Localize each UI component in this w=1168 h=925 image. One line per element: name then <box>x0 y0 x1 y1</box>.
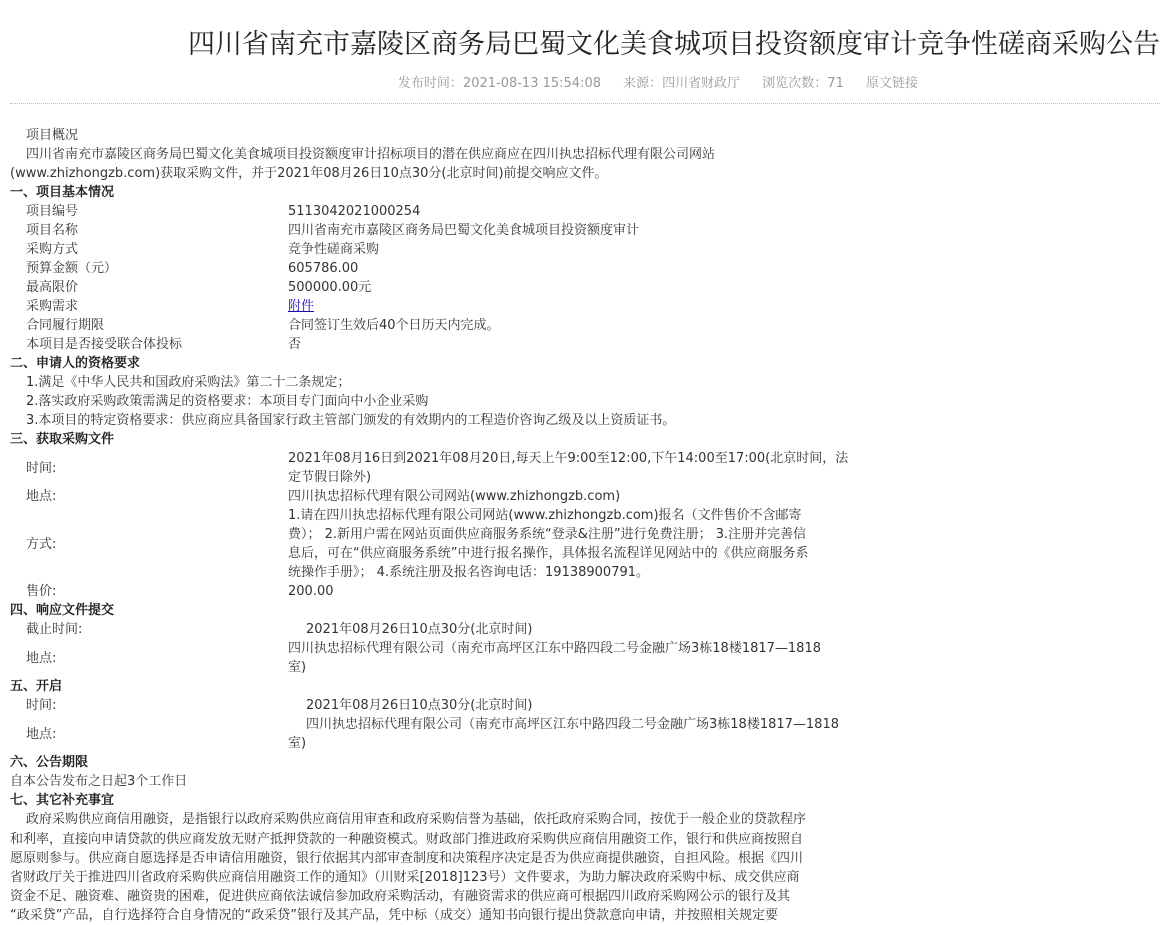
row-value-line: 2021年08月16日到2021年08月20日,每天上午9:00至12:00,下午14:00至17:00(北京时间，法 <box>288 451 849 466</box>
row-key: 方式: <box>26 536 57 552</box>
open-time-row <box>10 696 880 715</box>
section-1-heading: 一、项目基本情况 <box>10 185 115 200</box>
deadline-row <box>10 620 880 639</box>
row-value-line: 四川执忠招标代理有限公司（南充市高坪区江东中路四段二号金融广场3栋18楼1817—1818 <box>306 717 839 732</box>
page-title: 四川省南充市嘉陵区商务局巴蜀文化美食城项目投资额度审计竞争性磋商采购公告 <box>188 29 1160 60</box>
row-value: 2021年08月26日10点30分(北京时间) <box>306 622 533 637</box>
row-key: 时间: <box>26 698 57 713</box>
info-row <box>10 202 880 221</box>
row-value: 5113042021000254 <box>288 204 421 219</box>
row-key: 时间: <box>26 460 57 476</box>
publish-time: 发布时间：2021-08-13 15:54:08 <box>397 76 601 91</box>
row-value: 合同签订生效后40个日历天内完成。 <box>288 318 500 333</box>
overview-text-2: (www.zhizhongzb.com)获取采购文件，并于2021年08月26日10点30分(北京时间)前提交响应文件。 <box>10 166 608 181</box>
row-key: 最高限价 <box>26 280 79 295</box>
overview-text-1: 四川省南充市嘉陵区商务局巴蜀文化美食城项目投资额度审计招标项目的潜在供应商应在四川执忠招标代理有限公司网站 <box>26 147 716 162</box>
paragraph-line: 愿原则参与。供应商自愿选择是否申请信用融资，银行依据其内部审查制度和决策程序决定是否为供应商提供融资，自担风险。根据《四川 <box>10 850 804 866</box>
info-row <box>10 240 880 259</box>
notice-period-text: 自本公告发布之日起3个工作日 <box>10 774 188 789</box>
row-value: 四川省南充市嘉陵区商务局巴蜀文化美食城项目投资额度审计 <box>288 223 640 238</box>
section-3-heading: 三、获取采购文件 <box>10 432 115 447</box>
info-row <box>10 297 880 316</box>
row-value <box>288 715 880 753</box>
row-key: 预算金额（元） <box>26 261 118 276</box>
row-key: 地点: <box>26 726 57 742</box>
section-7-heading: 七、其它补充事宜 <box>10 793 115 808</box>
row-key: 地点: <box>26 650 57 666</box>
overview-heading: 项目概况 <box>26 128 79 143</box>
row-value-line: 四川执忠招标代理有限公司（南充市高坪区江东中路四段二号金融广场3栋18楼1817—1818 <box>288 641 821 656</box>
obtain-time-row <box>10 449 880 487</box>
row-value: 竞争性磋商采购 <box>288 242 380 257</box>
obtain-place-row <box>10 487 880 506</box>
attachment-link[interactable]: 附件 <box>288 299 315 314</box>
row-value <box>288 639 880 677</box>
section-2-heading: 二、申请人的资格要求 <box>10 356 141 371</box>
section-4-heading: 四、响应文件提交 <box>10 603 115 618</box>
row-value: 否 <box>288 337 302 352</box>
article-meta <box>0 72 918 91</box>
article-body <box>10 126 880 925</box>
row-value-line: 统操作手册》； 4.系统注册及报名咨询电话：19138900791。 <box>288 565 650 580</box>
submit-place-row <box>10 639 880 677</box>
paragraph-line: 省财政厅关于推进四川省政府采购供应商信用融资工作的通知》（川财采[2018]123号）文件要求，为助力解决政府采购中标、成交供应商 <box>10 869 800 885</box>
original-link[interactable]: 原文链接 <box>865 76 918 91</box>
info-row <box>10 278 880 297</box>
row-value-line: 室) <box>288 736 307 751</box>
qualification-item: 3.本项目的特定资格要求：供应商应具备国家行政主管部门颁发的有效期内的工程造价咨询乙级及以上资质证书。 <box>26 413 676 428</box>
view-count: 浏览次数：71 <box>762 76 844 91</box>
row-key: 合同履行期限 <box>26 318 105 333</box>
paragraph-line: 和利率，直接向申请贷款的供应商发放无财产抵押贷款的一种融资模式。财政部门推进政府采购供应商信用融资工作，银行和供应商按照自 <box>10 831 804 847</box>
paragraph-line: 资金不足、融资难、融资贵的困难，促进供应商依法诚信参加政府采购活动，有融资需求的供应商可根据四川政府采购网公示的银行及其 <box>10 888 791 904</box>
row-value: 四川执忠招标代理有限公司网站(www.zhizhongzb.com) <box>288 489 621 504</box>
row-value-line: 息后，可在“供应商服务系统”中进行报名操作，具体报名流程详见网站中的《供应商服务系 <box>288 546 809 561</box>
paragraph-line: 政府采购供应商信用融资，是指银行以政府采购供应商信用审查和政府采购信誉为基础，依托政府采购合同，按优于一般企业的贷款程序 <box>26 812 807 827</box>
obtain-method-row <box>10 506 880 582</box>
info-row <box>10 335 880 354</box>
qualification-item: 2.落实政府采购政策需满足的资格要求：本项目专门面向中小企业采购 <box>26 394 429 409</box>
row-key: 项目编号 <box>26 204 79 219</box>
row-key: 采购需求 <box>26 299 79 314</box>
row-key: 截止时间: <box>26 622 83 637</box>
section-5-heading: 五、开启 <box>10 679 63 694</box>
paragraph-line: “政采贷”产品，自行选择符合自身情况的“政采贷”银行及其产品，凭中标（成交）通知书向银行提出贷款意向申请，并按照相关规定要 <box>10 907 778 923</box>
row-value-line: 室) <box>288 660 307 675</box>
row-value: 500000.00元 <box>288 280 372 295</box>
row-key: 地点: <box>26 489 57 504</box>
row-key: 采购方式 <box>26 242 79 257</box>
row-value: 605786.00 <box>288 261 359 276</box>
row-value <box>288 449 880 487</box>
row-value-line: 1.请在四川执忠招标代理有限公司网站(www.zhizhongzb.com)报名（文件售价不含邮寄 <box>288 508 802 523</box>
price-row <box>10 582 880 601</box>
info-row <box>10 221 880 240</box>
row-value: 200.00 <box>288 584 334 599</box>
open-place-row <box>10 715 880 753</box>
row-key: 本项目是否接受联合体投标 <box>26 337 183 352</box>
row-value-line: 费）； 2.新用户需在网站页面供应商服务系统“登录&注册”进行免费注册； 3.注册并完善信 <box>288 527 807 542</box>
row-value-line: 定节假日除外) <box>288 470 372 485</box>
info-row <box>10 259 880 278</box>
section-6-heading: 六、公告期限 <box>10 755 89 770</box>
qualification-item: 1.满足《中华人民共和国政府采购法》第二十二条规定； <box>26 375 351 390</box>
row-value <box>288 506 880 582</box>
supplementary-text <box>10 810 880 925</box>
row-key: 项目名称 <box>26 223 79 238</box>
info-row <box>10 316 880 335</box>
source: 来源：四川省财政厅 <box>623 76 741 91</box>
row-value: 2021年08月26日10点30分(北京时间) <box>306 698 533 713</box>
row-key: 售价: <box>26 584 57 599</box>
divider <box>10 103 1160 104</box>
